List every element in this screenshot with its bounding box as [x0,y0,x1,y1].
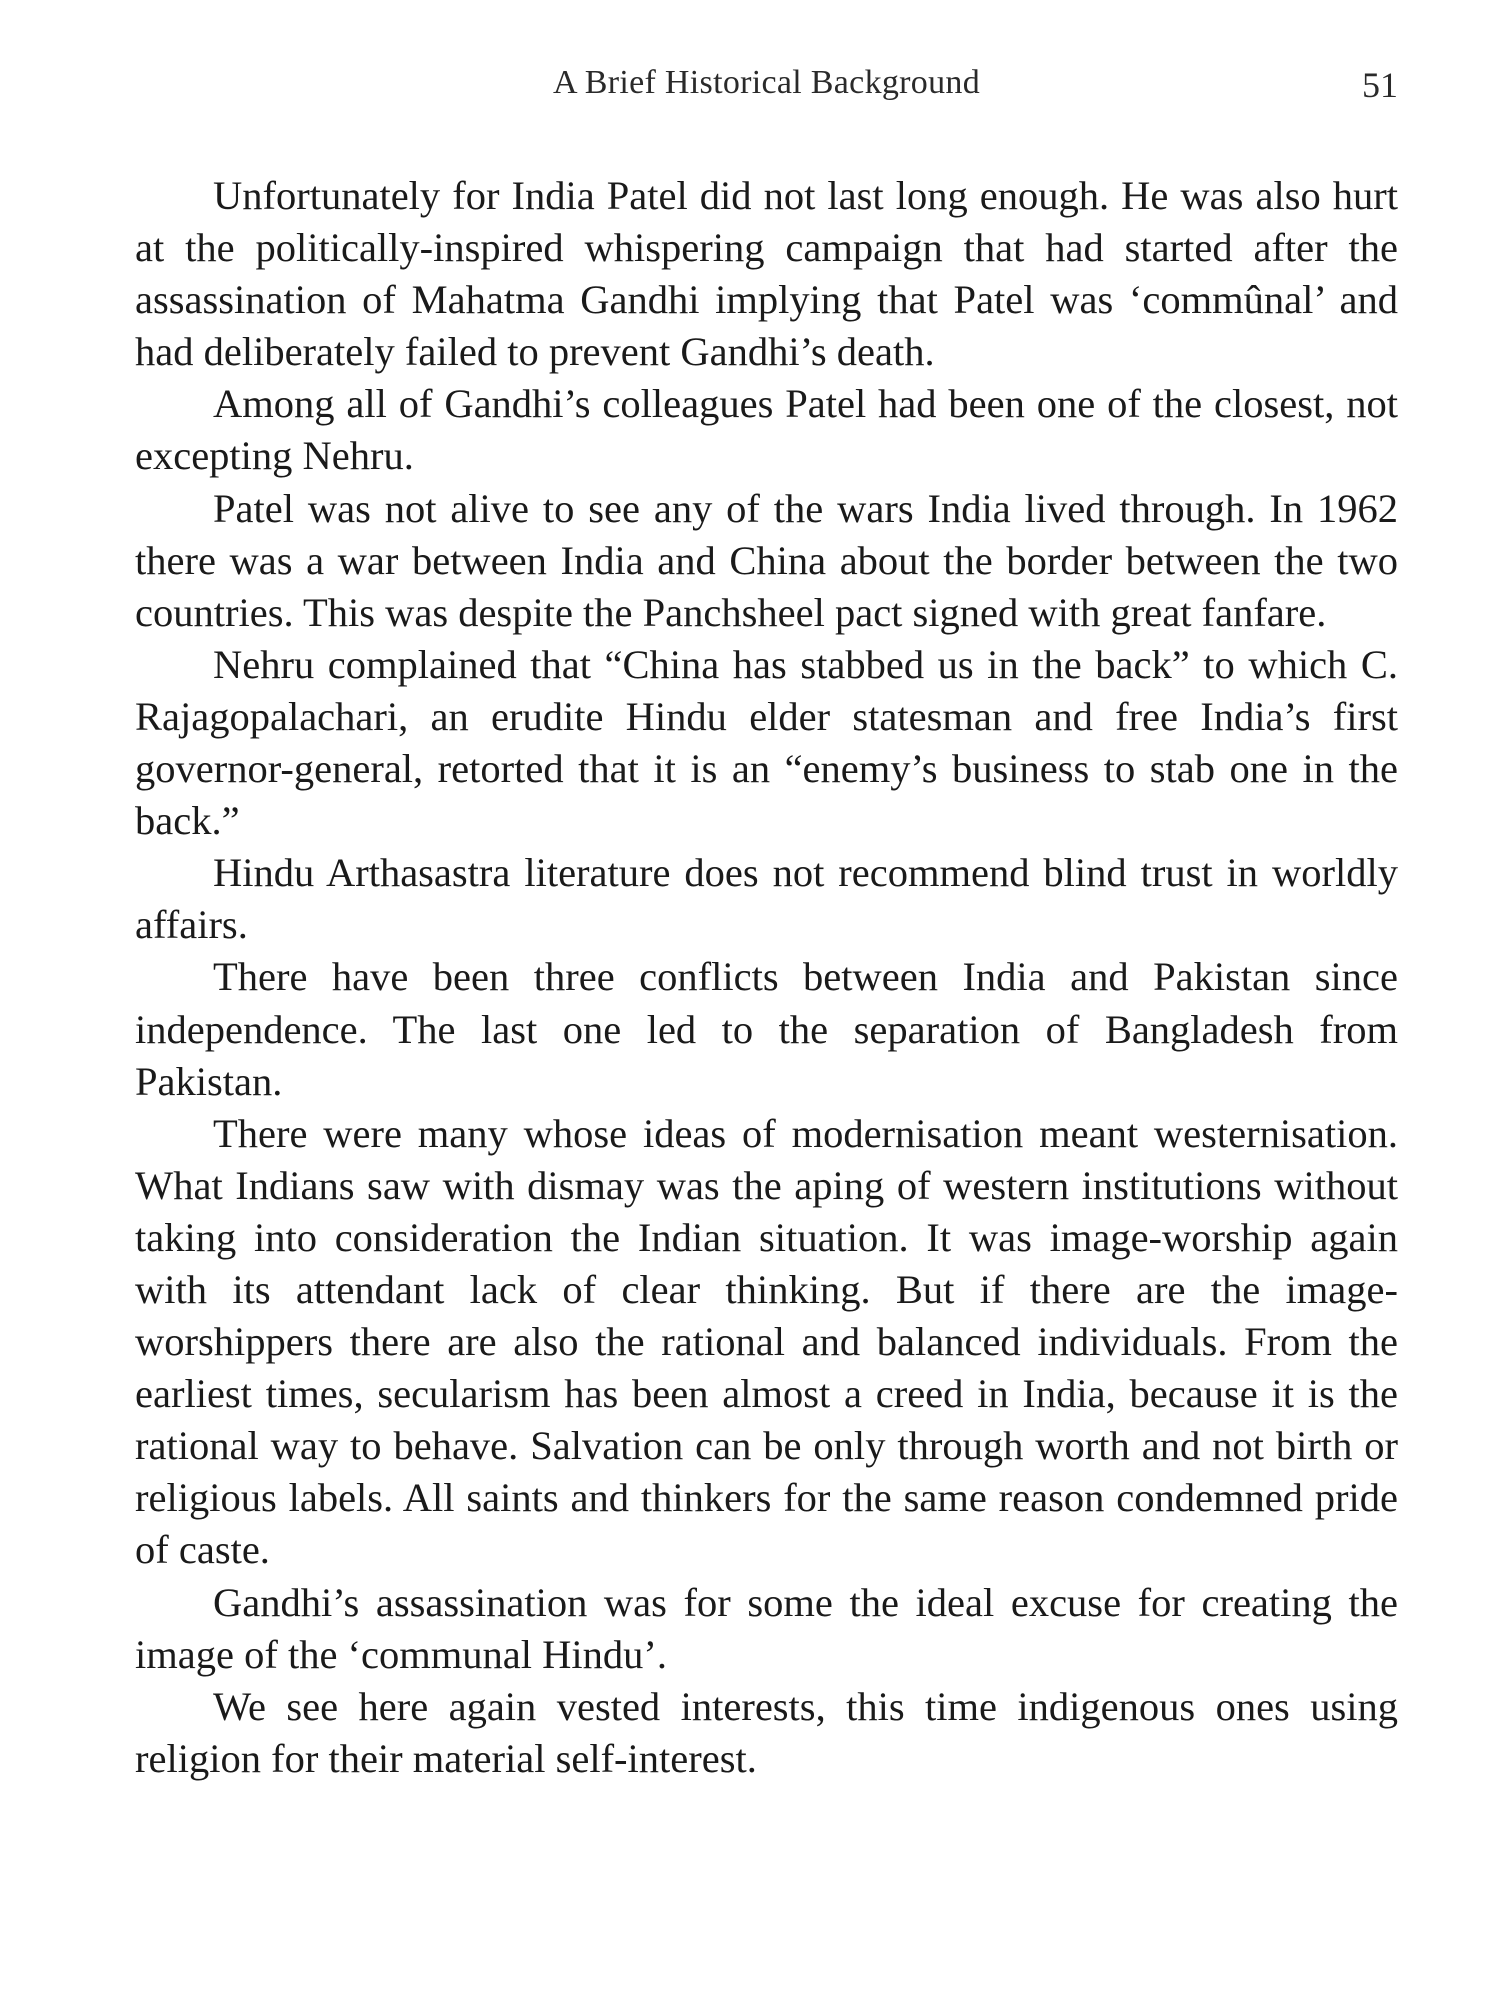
paragraph: Gandhi’s assassination was for some the ideal excuse for creating the image of the ‘communal Hindu’. [135,1579,1398,1677]
paragraph: There were many whose ideas of modernisation meant westernisation. What Indians saw with dismay was the aping of western institutions without taking into consideration the Indian situation. It was image-worship again with its attendant lack of clear thinking. But if there are the image-worshippers there are also the rational and balanced individuals. From the earliest times, secularism has been almost a creed in India, because it is the rational way to behave. Salvation can be only through worth and not birth or religious labels. All saints and thinkers for the same reason condemned pride of caste. [135,1110,1398,1573]
header-title: A Brief Historical Background [553,64,980,101]
paragraph: Among all of Gandhi’s colleagues Patel had been one of the closest, not excepting Nehru. [135,381,1398,479]
paragraph: Hindu Arthasastra literature does not recommend blind trust in worldly affairs. [135,850,1398,948]
paragraph: Patel was not alive to see any of the wars India lived through. In 1962 there was a war between India and China about the border between the two countries. This was despite the Panchsheel pact signed with great fanfare. [135,485,1398,635]
paragraph: Nehru complained that “China has stabbed us in the back” to which C. Rajagopalachari, an erudite Hindu elder statesman and free India’s first governor-general, retorted that it is an “enemy’s business to stab one in the back.” [135,641,1398,844]
page-number: 51 [1362,65,1398,105]
running-header [135,64,1398,114]
paragraph: There have been three conflicts between India and Pakistan since independence. The last one led to the separation of Bangladesh from Pakistan. [135,954,1398,1104]
paragraph: We see here again vested interests, this time indigenous ones using religion for their material self-interest. [135,1683,1398,1781]
body-text [135,170,1398,1785]
paragraph: Unfortunately for India Patel did not last long enough. He was also hurt at the politically-inspired whispering campaign that had started after the assassination of Mahatma Gandhi implying that Patel was ‘commûnal’ and had deliberately failed to prevent Gandhi’s death. [135,173,1398,375]
